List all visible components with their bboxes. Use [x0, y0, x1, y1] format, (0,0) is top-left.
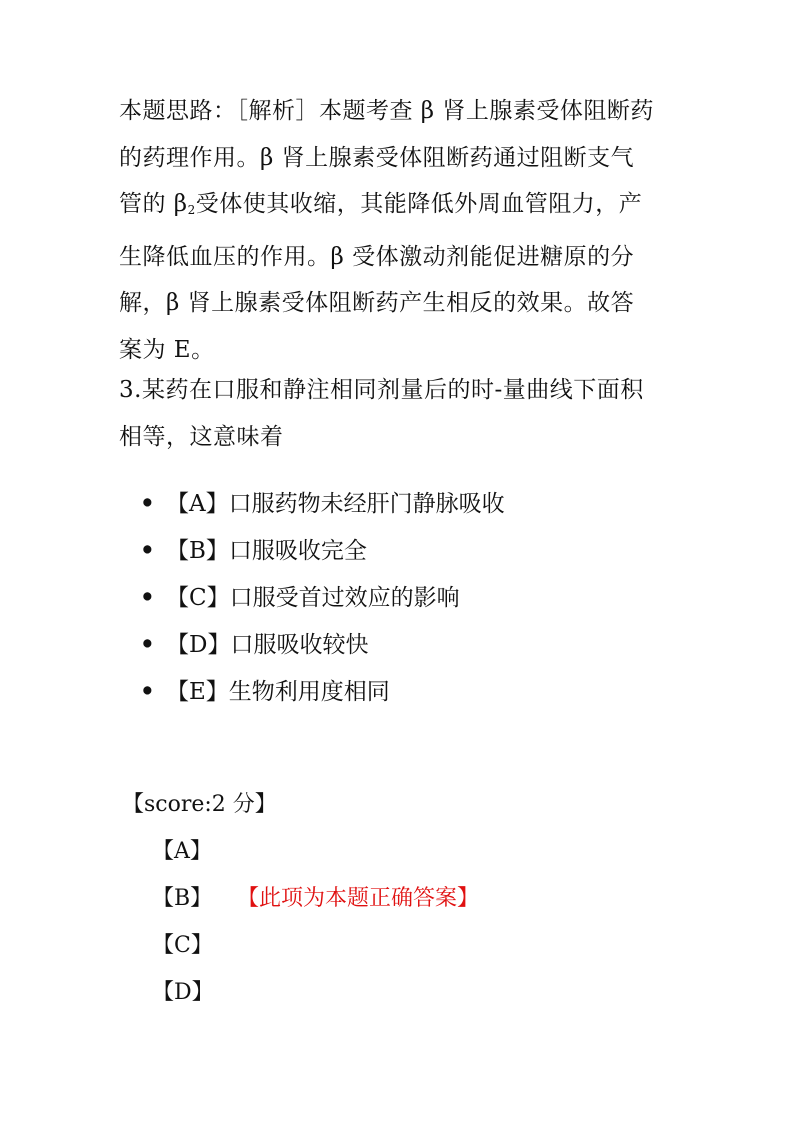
question-stem [119, 367, 679, 460]
analysis-text: 受体使其收缩，其能降低外周血管阻力，产 [195, 191, 643, 217]
answer-b: 【B】 [152, 886, 213, 911]
answer-c: 【C】 [152, 933, 213, 958]
correct-answer-marker: 【此项为本题正确答案】 [237, 886, 480, 911]
analysis-line [119, 181, 679, 234]
analysis-line: 案为 E。 [119, 336, 215, 363]
option-e[interactable] [140, 677, 390, 707]
option-text: 【C】口服受首过效应的影响 [166, 585, 460, 611]
analysis-line: 生降低血压的作用。β 受体激动剂能促进糖原的分 [119, 243, 635, 270]
score-label: 【score:2 分】 [122, 792, 277, 817]
analysis-line: 的药理作用。β 肾上腺素受体阻断药通过阻断支气 [119, 144, 635, 171]
option-a[interactable] [140, 489, 505, 519]
option-text: 【A】口服药物未经肝门静脉吸收 [166, 491, 505, 517]
bullet-icon: • [140, 537, 155, 564]
question-line: 相等，这意味着 [119, 423, 284, 450]
option-b[interactable] [140, 536, 367, 566]
answer-d: 【D】 [152, 980, 214, 1005]
question-line: 3.某药在口服和静注相同剂量后的时-量曲线下面积 [119, 377, 644, 403]
answer-a: 【A】 [152, 839, 212, 864]
option-text: 【E】生物利用度相同 [166, 679, 390, 705]
subscript: 2 [187, 203, 196, 217]
analysis-text: 管的 β [119, 191, 188, 217]
option-text: 【D】口服吸收较快 [166, 632, 369, 658]
bullet-icon: • [140, 584, 155, 611]
analysis-paragraph [119, 88, 679, 373]
option-d[interactable] [140, 630, 368, 660]
bullet-icon: • [140, 678, 155, 705]
option-text: 【B】口服吸收完全 [166, 538, 367, 564]
option-c[interactable] [140, 583, 460, 613]
analysis-line: 解，β 肾上腺素受体阻断药产生相反的效果。故答 [119, 290, 635, 316]
bullet-icon: • [140, 490, 155, 517]
analysis-line: 本题思路：［解析］本题考查 β 肾上腺素受体阻断药 [119, 98, 654, 124]
bullet-icon: • [140, 631, 155, 658]
